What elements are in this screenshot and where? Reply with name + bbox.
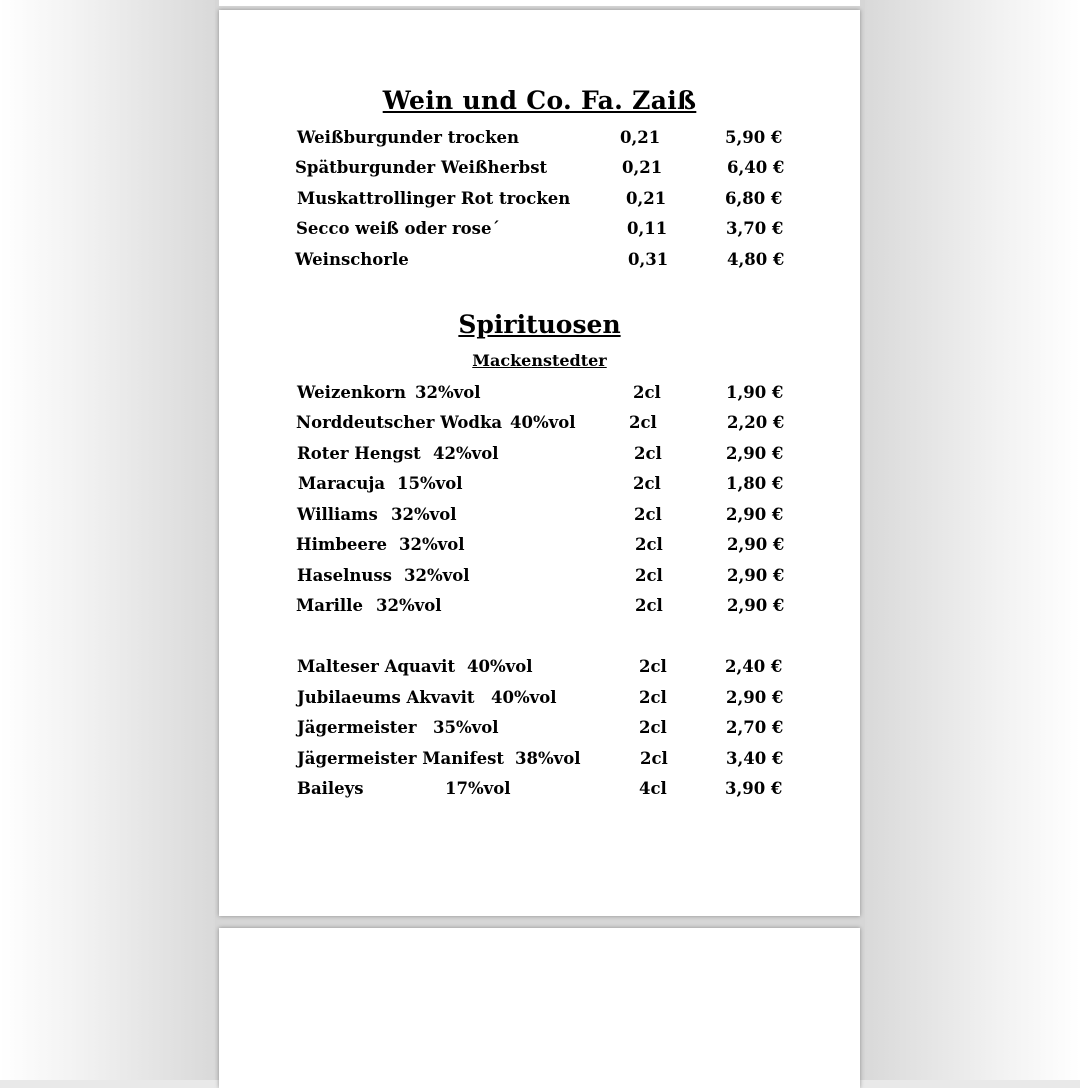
item-abv: 40%vol	[491, 688, 557, 707]
item-size: 2cl	[635, 596, 663, 615]
spirits-subtitle: Mackenstedter	[472, 351, 607, 370]
item-abv: 32%vol	[399, 535, 465, 554]
wine-row	[219, 219, 860, 243]
wine-row	[219, 158, 860, 182]
previous-page-edge	[219, 0, 860, 6]
spirit-row	[219, 779, 860, 803]
item-size: 2cl	[629, 413, 657, 432]
next-page	[219, 928, 860, 1088]
wine-row	[219, 128, 860, 152]
item-abv: 32%vol	[404, 566, 470, 585]
item-size: 2cl	[635, 535, 663, 554]
item-price: 2,90 €	[726, 444, 784, 463]
menu-page	[219, 10, 860, 916]
item-abv: 32%vol	[376, 596, 442, 615]
item-price: 2,20 €	[727, 413, 785, 432]
item-name: Jägermeister	[297, 718, 417, 737]
wine-section-title: Wein und Co. Fa. Zaiß	[382, 86, 697, 115]
spirit-row	[219, 749, 860, 773]
item-name: Williams	[297, 505, 378, 524]
spirit-row	[219, 657, 860, 681]
spirit-row	[219, 505, 860, 529]
item-price: 6,80 €	[725, 189, 783, 208]
item-name: Jubilaeums Akvavit	[297, 688, 475, 707]
item-price: 2,90 €	[727, 596, 785, 615]
item-size: 0,21	[622, 158, 663, 177]
item-size: 2cl	[639, 657, 667, 676]
item-abv: 32%vol	[391, 505, 457, 524]
item-size: 4cl	[639, 779, 667, 798]
item-size: 2cl	[640, 749, 668, 768]
item-price: 4,80 €	[727, 250, 785, 269]
spirit-row	[219, 688, 860, 712]
spirit-row	[219, 718, 860, 742]
item-size: 2cl	[635, 566, 663, 585]
item-name: Maracuja	[298, 474, 386, 493]
item-size: 2cl	[634, 444, 662, 463]
item-abv: 40%vol	[467, 657, 533, 676]
wine-row	[219, 189, 860, 213]
item-name: Roter Hengst	[297, 444, 421, 463]
item-abv: 35%vol	[433, 718, 499, 737]
item-price: 1,80 €	[726, 474, 784, 493]
item-price: 3,40 €	[726, 749, 784, 768]
item-name: Jägermeister Manifest	[297, 749, 505, 768]
item-abv: 40%vol	[510, 413, 576, 432]
spirit-row	[219, 444, 860, 468]
spirit-row	[219, 535, 860, 559]
item-name: Baileys	[297, 779, 364, 798]
item-name: Himbeere	[296, 535, 388, 554]
item-abv: 32%vol	[415, 383, 481, 402]
item-price: 2,90 €	[727, 566, 785, 585]
item-price: 2,70 €	[726, 718, 784, 737]
spirit-row	[219, 413, 860, 437]
item-price: 3,70 €	[726, 219, 784, 238]
spirit-row	[219, 383, 860, 407]
spirits-section-title: Spirituosen	[458, 310, 621, 339]
item-name: Norddeutscher Wodka	[296, 413, 503, 432]
item-name: Marille	[296, 596, 363, 615]
item-price: 2,90 €	[726, 505, 784, 524]
item-price: 2,40 €	[725, 657, 783, 676]
item-name: Malteser Aquavit	[297, 657, 456, 676]
wine-row	[219, 250, 860, 274]
item-price: 5,90 €	[725, 128, 783, 147]
item-size: 2cl	[633, 383, 661, 402]
spirit-row	[219, 566, 860, 590]
item-price: 3,90 €	[725, 779, 783, 798]
item-size: 0,11	[627, 219, 668, 238]
item-abv: 38%vol	[515, 749, 581, 768]
item-name: Weinschorle	[295, 250, 409, 269]
item-name: Muskattrollinger Rot trocken	[297, 189, 571, 208]
spirit-row	[219, 474, 860, 498]
item-abv: 42%vol	[433, 444, 499, 463]
item-price: 2,90 €	[726, 688, 784, 707]
spirit-row	[219, 596, 860, 620]
item-size: 0,31	[628, 250, 669, 269]
item-name: Spätburgunder Weißherbst	[295, 158, 548, 177]
item-size: 2cl	[639, 688, 667, 707]
background-left	[0, 0, 215, 1080]
background-right	[865, 0, 1080, 1080]
item-price: 6,40 €	[727, 158, 785, 177]
item-name: Weißburgunder trocken	[297, 128, 520, 147]
item-name: Secco weiß oder rose´	[296, 219, 500, 238]
item-abv: 17%vol	[445, 779, 511, 798]
item-size: 2cl	[634, 505, 662, 524]
item-name: Weizenkorn	[297, 383, 406, 402]
item-price: 1,90 €	[726, 383, 784, 402]
item-price: 2,90 €	[727, 535, 785, 554]
item-size: 2cl	[633, 474, 661, 493]
item-abv: 15%vol	[397, 474, 463, 493]
item-size: 2cl	[639, 718, 667, 737]
item-size: 0,21	[620, 128, 661, 147]
item-name: Haselnuss	[297, 566, 392, 585]
item-size: 0,21	[626, 189, 667, 208]
